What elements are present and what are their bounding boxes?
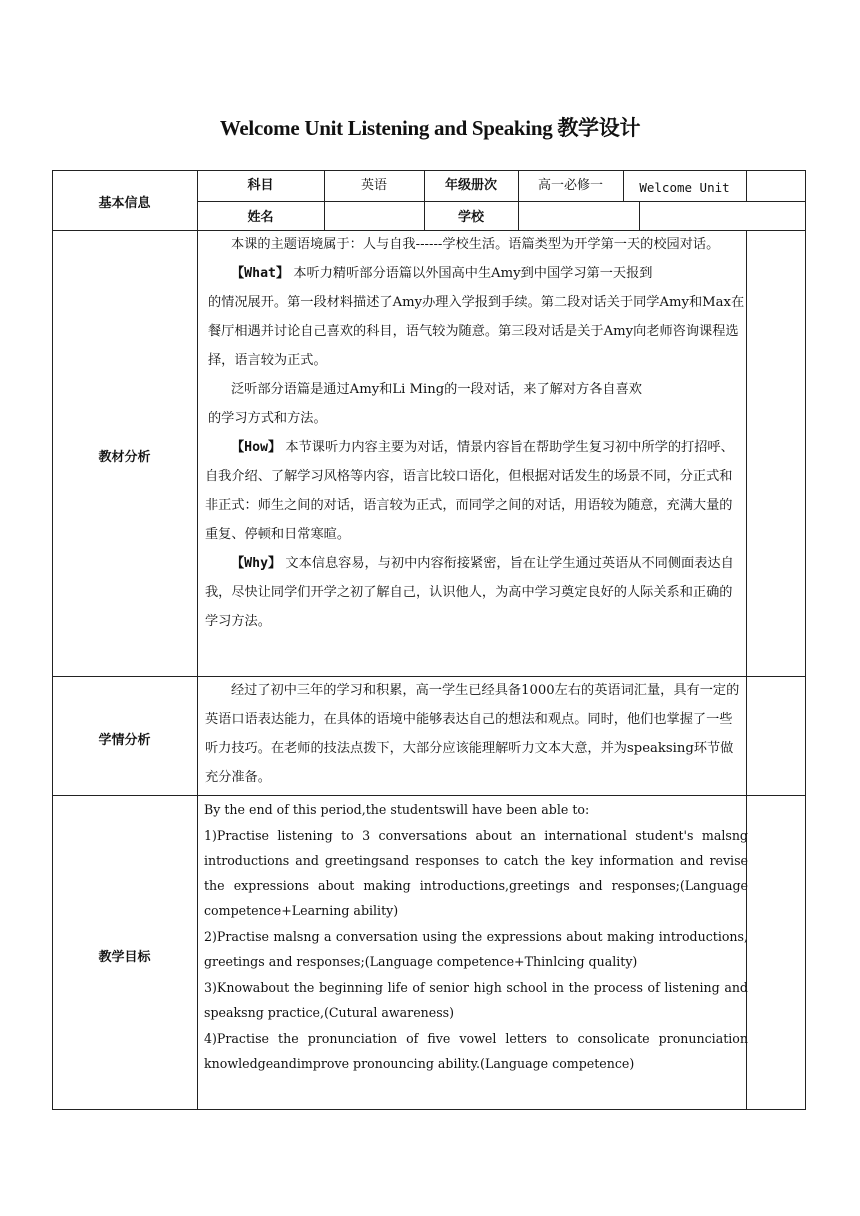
how-paragraph xyxy=(205,433,745,549)
student-analysis-paragraph: 经过了初中三年的学习和积累，高一学生已经具备1000左右的英语词汇量，具有一定的英语口语表达能力，在具体的语境中能够表达自己的想法和观点。同时，他们也掌握了一些听力技巧。在老师的技法点拨下，大部分应该能理解听力文本大意，并为speaksing环节做充分准备。 xyxy=(205,683,740,785)
school-label: 学校 xyxy=(457,210,484,225)
extensive-line-2: 的学习方式和方法。 xyxy=(208,411,327,426)
objectives-intro: By the end of this period,the studentswill have been able to: xyxy=(204,802,590,817)
objective-item: 1)Practise listening to 3 conversations about an international student's malsng introductions and greetingsand responses to catch the key information and revise the expressions about making introductions,greetings and responses;(Language competence+Learning ability) xyxy=(204,828,748,918)
extensive-line-1: 泛听部分语篇是通过Amy和Li Ming的一段对话，来了解对方各自喜欢 xyxy=(231,382,642,397)
objectives-text xyxy=(204,797,748,1077)
student-analysis-label: 学情分析 xyxy=(98,733,151,748)
student-analysis-text xyxy=(205,676,745,792)
basic-info-label: 基本信息 xyxy=(98,196,151,211)
grade-label: 年级册次 xyxy=(444,178,497,193)
theme-paragraph: 本课的主题语境属于：人与自我------学校生活。语篇类型为开学第一天的校园对话。 xyxy=(231,237,720,252)
subject-label: 科目 xyxy=(247,178,274,193)
objective-item: 3)Knowabout the beginning life of senior high school in the process of listening and speaksng practice,(Cutural awareness) xyxy=(204,980,748,1020)
objective-item: 4)Practise the pronunciation of five vowel letters to consolicate pronunciation knowledgeandimprove pronouncing ability.(Language competence) xyxy=(204,1031,748,1071)
why-paragraph xyxy=(205,549,745,636)
objectives-label: 教学目标 xyxy=(98,950,151,965)
grade-value: 高一必修一 xyxy=(537,178,603,193)
unit-value: Welcome Unit xyxy=(639,180,730,195)
how-tag: 【How】 xyxy=(231,440,282,455)
why-text: 文本信息容易，与初中内容衔接紧密，旨在让学生通过英语从不同侧面表达自我，尽快让同学们开学之初了解自己，认识他人，为高中学习奠定良好的人际关系和正确的学习方法。 xyxy=(205,556,734,629)
what-line xyxy=(205,259,745,288)
name-label: 姓名 xyxy=(247,210,274,225)
how-text: 本节课听力内容主要为对话，情景内容旨在帮助学生复习初中所学的打招呼、自我介绍、了解学习风格等内容，语言比较口语化，但根据对话发生的场景不同，分正式和非正式：师生之间的对话，语言较为正式，而同学之间的对话，用语较为随意，充满大量的重复、停顿和日常寒暄。 xyxy=(205,440,734,542)
what-text-2: 的情况展开。第一段材料描述了Amy办理入学报到手续。第二段对话关于同学Amy和Max在餐厅相遇并讨论自己喜欢的科目，语气较为随意。第三段对话是关于Amy向老师咨询课程选择，语言较为正式。 xyxy=(208,295,745,368)
what-text-1: 本听力精听部分语篇以外国高中生Amy到中国学习第一天报到 xyxy=(289,266,653,281)
material-analysis-label: 教材分析 xyxy=(98,450,151,465)
material-analysis-text xyxy=(205,230,745,636)
document-title: Welcome Unit Listening and Speaking 教学设计 xyxy=(219,116,641,140)
subject-value: 英语 xyxy=(360,178,387,193)
why-tag: 【Why】 xyxy=(231,556,282,571)
what-tag: 【What】 xyxy=(231,266,290,281)
objective-item: 2)Practise malsng a conversation using the expressions about making introductions, greetings and responses;(Language competence+Thinlcing quality) xyxy=(204,929,748,969)
